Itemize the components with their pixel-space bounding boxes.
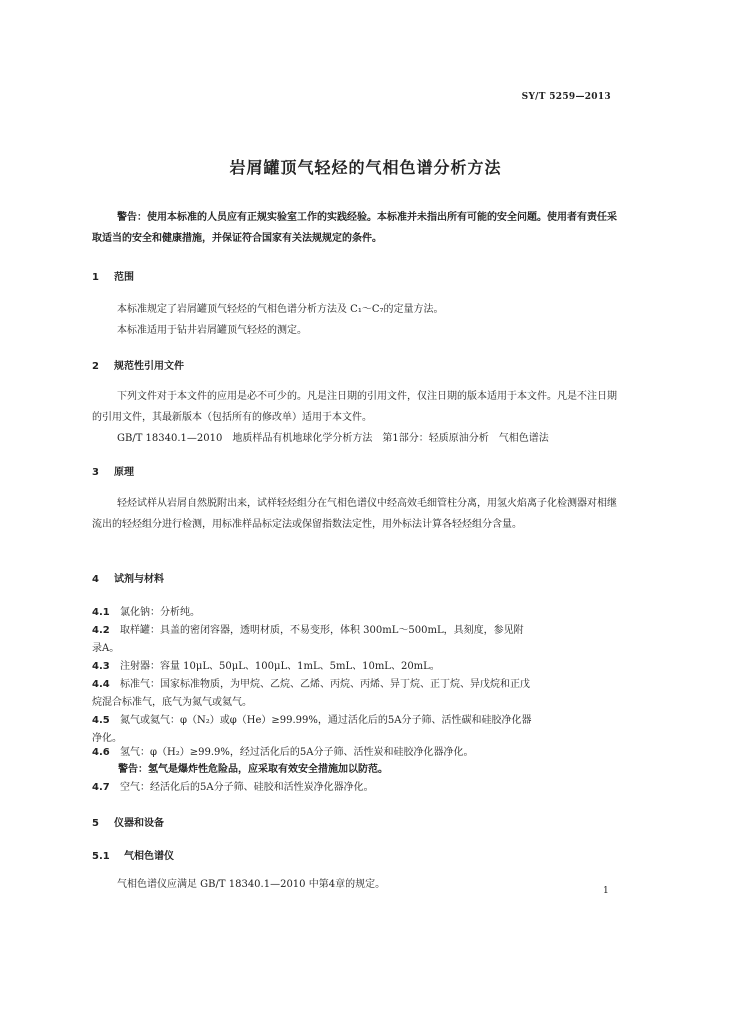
item-number: 4.7: [92, 782, 110, 793]
item-number: 4.4: [92, 679, 110, 690]
subsection-number: 5.1: [92, 851, 110, 862]
item-4-4-continued: 烷混合标准气，底气为氮气或氦气。: [92, 697, 252, 708]
item-4-5: [92, 711, 622, 726]
item-4-1: [92, 603, 622, 618]
section-number: 3: [92, 467, 99, 478]
item-4-4: [92, 675, 622, 690]
section-title: 仪器和设备: [114, 818, 164, 829]
section-3-paragraph: 轻烃试样从岩屑自然脱附出来，试样轻烃组分在气相色谱仪中经高效毛细管柱分离，用氢火焰离子化检测器对相继流出的轻烃组分进行检测，用标准样品标定法或保留指数法定性，用外标法计算各轻烃组分含量。: [92, 498, 617, 530]
item-number: 4.3: [92, 661, 110, 672]
item-4-6: [92, 743, 622, 758]
page-number: 1: [603, 886, 609, 896]
section-title: 规范性引用文件: [114, 361, 184, 372]
section-number: 5: [92, 818, 99, 829]
section-number: 1: [92, 272, 99, 283]
section-1-heading: [92, 268, 134, 283]
section-title: 范围: [114, 272, 134, 283]
subsection-5-1-heading: [92, 847, 174, 862]
section-3-heading: [92, 463, 134, 478]
item-text: 空气：经活化后的5A分子筛、硅胶和活性炭净化器净化。: [120, 782, 374, 793]
item-4-2-continued: 录A。: [92, 643, 120, 654]
section-2-reference: GB/T 18340.1—2010 地质样品有机地球化学分析方法 第1部分：轻质原油分析 气相色谱法: [117, 433, 549, 444]
section-title: 原理: [114, 467, 134, 478]
section-title: 试剂与材料: [114, 574, 164, 585]
item-text: 注射器：容量 10μL、50μL、100μL、1mL、5mL、10mL、20mL。: [120, 661, 440, 672]
subsection-title: 气相色谱仪: [124, 851, 174, 862]
item-text: 取样罐：具盖的密闭容器，透明材质，不易变形，体积 300mL～500mL，具刻度，参见附: [120, 625, 524, 636]
standard-number: SY/T 5259—2013: [521, 92, 611, 102]
item-text: 氯化钠：分析纯。: [120, 607, 200, 618]
section-5-heading: [92, 814, 164, 829]
section-5-1-paragraph: 气相色谱仪应满足 GB/T 18340.1—2010 中第4章的规定。: [117, 879, 386, 890]
section-4-heading: [92, 570, 164, 585]
section-1-paragraph-2: 本标准适用于钻井岩屑罐顶气轻烃的测定。: [117, 325, 307, 336]
item-number: 4.2: [92, 625, 110, 636]
section-2-heading: [92, 357, 184, 372]
item-number: 4.1: [92, 607, 110, 618]
item-text: 氮气或氦气：φ（N₂）或φ（He）≥99.99%，通过活化后的5A分子筛、活性碳和硅胶净化器: [120, 715, 532, 726]
document-title: 岩屑罐顶气轻烃的气相色谱分析方法: [229, 158, 502, 177]
section-1-paragraph-1: 本标准规定了岩屑罐顶气轻烃的气相色谱分析方法及 C₁～C₇的定量方法。: [117, 304, 444, 315]
item-4-7: [92, 778, 622, 793]
item-4-2: [92, 621, 622, 636]
warning-paragraph: 警告：使用本标准的人员应有正规实验室工作的实践经验。本标准并未指出所有可能的安全问题。使用者有责任采取适当的安全和健康措施，并保证符合国家有关法规规定的条件。: [92, 212, 617, 244]
hydrogen-warning: 警告：氢气是爆炸性危险品，应采取有效安全措施加以防范。: [118, 764, 388, 775]
item-text: 标准气：国家标准物质，为甲烷、乙烷、乙烯、丙烷、丙烯、异丁烷、正丁烷、异戊烷和正戊: [120, 679, 530, 690]
item-4-5-continued: 净化。: [92, 733, 122, 744]
section-number: 2: [92, 361, 99, 372]
item-number: 4.6: [92, 747, 110, 758]
section-number: 4: [92, 574, 99, 585]
section-2-paragraph-1: 下列文件对于本文件的应用是必不可少的。凡是注日期的引用文件，仅注日期的版本适用于本文件。凡是不注日期的引用文件，其最新版本（包括所有的修改单）适用于本文件。: [92, 391, 617, 423]
item-number: 4.5: [92, 715, 110, 726]
item-text: 氢气：φ（H₂）≥99.9%，经过活化后的5A分子筛、活性炭和硅胶净化器净化。: [120, 747, 474, 758]
item-4-3: [92, 657, 622, 672]
